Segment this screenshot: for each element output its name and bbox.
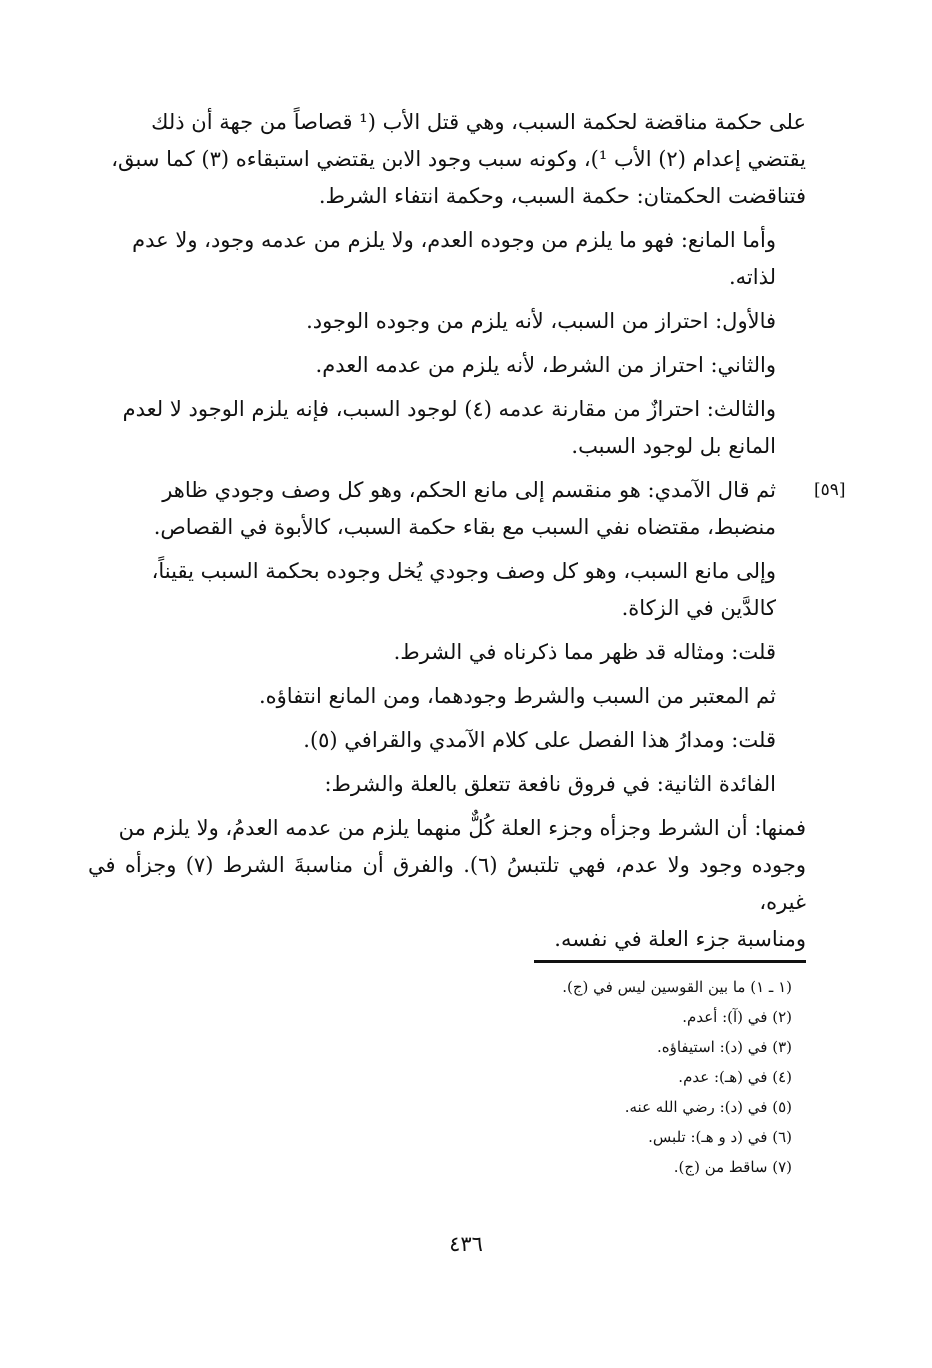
paragraph-1: [88, 104, 806, 215]
text-line: لذاته.: [728, 265, 776, 289]
footnote: (١ ـ ١) ما بين القوسين ليس في (ج).: [562, 978, 792, 996]
main-text: [88, 104, 806, 965]
text-line: وأما المانع: فهو ما يلزم من وجوده العدم، ولا يلزم من عدمه وجود، ولا عدم: [132, 228, 776, 252]
paragraph-10: [88, 722, 806, 759]
text-line: يقتضي إعدام (٢) الأب ¹)، وكونه سبب وجود الابن يقتضي استبقاءه (٣) كما سبق،: [111, 147, 806, 171]
text-line: ثم المعتبر من السبب والشرط وجودهما، ومن المانع انتفاؤه.: [258, 684, 776, 708]
footnote: (٥) في (د): رضي الله عنه.: [624, 1098, 792, 1116]
text-line: فتناقضت الحكمتان: حكمة السبب، وحكمة انتفاء الشرط.: [318, 184, 806, 208]
paragraph-9: [88, 678, 806, 715]
text-line: قلت: ومثاله قد ظهر مما ذكرناه في الشرط.: [393, 640, 776, 664]
footnote-divider: [534, 960, 806, 963]
text-line: ومناسبة جزء العلة في نفسه.: [554, 927, 806, 951]
text-line: والثالث: احترازٌ من مقارنة عدمه (٤) لوجود السبب، فإنه يلزم الوجود لا لعدم: [122, 397, 776, 421]
section-number-marker: [٥٩]: [814, 480, 846, 500]
text-line: منضبط، مقتضاه نفي السبب مع بقاء حكمة السبب، كالأبوة في القصاص.: [153, 515, 776, 539]
paragraph-2: [88, 222, 806, 296]
paragraph-11: [88, 766, 806, 803]
page-number: ٤٣٦: [449, 1232, 483, 1256]
footnote: (٧) ساقط من (ج).: [673, 1158, 792, 1176]
text-line: وجوده وجود ولا عدم، فهي تلتبسُ (٦). والفرق أن مناسبةَ الشرط (٧) وجزأه في غيره،: [88, 853, 806, 914]
paragraph-12: [88, 810, 806, 958]
paragraph-7: [88, 553, 806, 627]
paragraph-4: [88, 347, 806, 384]
paragraph-6: [88, 472, 806, 546]
text-line: على حكمة مناقضة لحكمة السبب، وهي قتل الأب (¹ قصاصاً من جهة أن ذلك: [151, 110, 806, 134]
footnote: (٢) في (آ): أعدم.: [682, 1008, 792, 1026]
footnote: (٤) في (هـ): عدم.: [678, 1068, 792, 1086]
text-line: المانع بل لوجود السبب.: [571, 434, 776, 458]
text-line: كالدَّين في الزكاة.: [621, 596, 776, 620]
paragraph-3: [88, 303, 806, 340]
footnote: (٦) في (د و هـ): تلبس.: [648, 1128, 792, 1146]
footnotes: [440, 972, 792, 1182]
paragraph-5: [88, 391, 806, 465]
text-line: وإلى مانع السبب، وهو كل وصف وجودي يُخل وجوده بحكمة السبب يقيناً،: [151, 559, 776, 583]
text-line: فمنها: أن الشرط وجزأه وجزء العلة كُلٌّ منهما يلزم من عدمه العدمُ، ولا يلزم من: [118, 816, 806, 840]
footnote: (٣) في (د): استيفاؤه.: [656, 1038, 792, 1056]
text-line: الفائدة الثانية: في فروق نافعة تتعلق بالعلة والشرط:: [324, 772, 776, 796]
text-line: ثم قال الآمدي: هو منقسم إلى مانع الحكم، وهو كل وصف وجودي ظاهر: [162, 478, 776, 502]
paragraph-8: [88, 634, 806, 671]
text-line: قلت: ومدارُ هذا الفصل على كلام الآمدي والقرافي (٥).: [303, 728, 776, 752]
text-line: فالأول: احتراز من السبب، لأنه يلزم من وجوده الوجود.: [306, 309, 776, 333]
text-line: والثاني: احتراز من الشرط، لأنه يلزم من عدمه العدم.: [315, 353, 776, 377]
